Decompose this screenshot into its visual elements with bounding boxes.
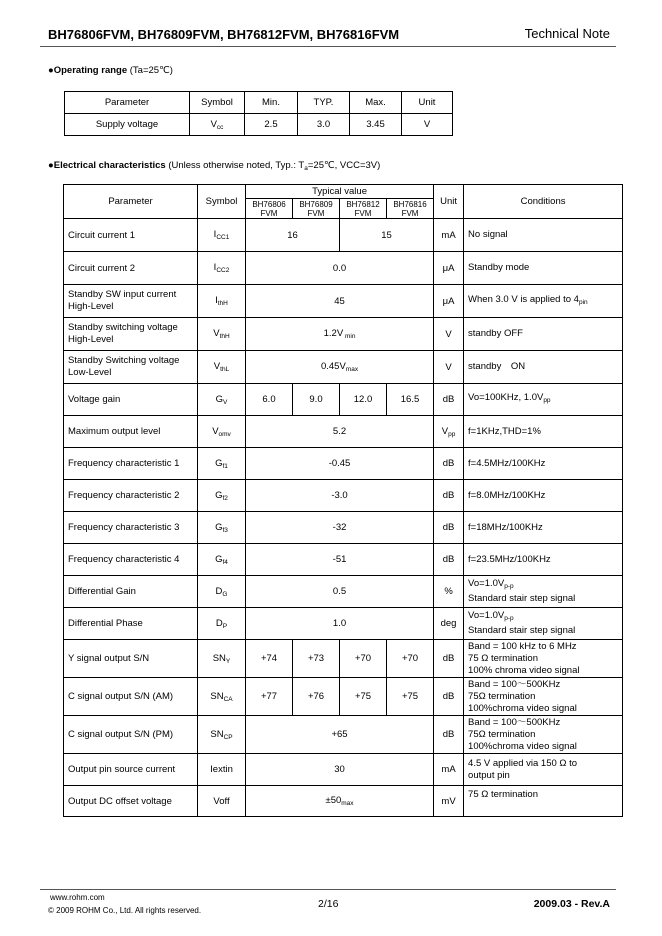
table-row	[64, 576, 623, 608]
unit-cell: dB	[434, 678, 464, 716]
table-header-row	[65, 92, 453, 114]
unit-cell: mV	[434, 786, 464, 817]
unit-cell: dB	[434, 384, 464, 416]
symbol-cell: $G_{f1}$	[198, 448, 246, 480]
operating-range-table	[64, 91, 453, 136]
value-cell: +74	[246, 640, 293, 678]
unit-cell: dB	[434, 448, 464, 480]
value-cell: -51	[246, 544, 434, 576]
parameter-cell: C signal output S/N (AM)	[64, 678, 198, 716]
condition-cell: f=8.0MHz/100KHz	[464, 480, 623, 512]
symbol-cell: $V_{omv}$	[198, 416, 246, 448]
table-row	[64, 416, 623, 448]
symbol-cell: $I_{thH}$	[198, 285, 246, 318]
value-cell: 6.0	[246, 384, 293, 416]
symbol-cell: $G_{f2}$	[198, 480, 246, 512]
table-row	[64, 716, 623, 754]
condition-cell: Band = 100～500KHz 75Ω termination 100%chroma video signal	[464, 716, 623, 754]
parameter-cell: Standby switching voltage High-Level	[64, 318, 198, 351]
condition-cell: f=1KHz,THD=1%	[464, 416, 623, 448]
unit-cell: μA	[434, 285, 464, 318]
value-cell: +76	[293, 678, 340, 716]
column-header: Min.	[245, 92, 298, 114]
parameter-cell: Circuit current 1	[64, 219, 198, 252]
symbol-cell: $I_{CC1}$	[198, 219, 246, 252]
condition-cell: f=23.5MHz/100KHz	[464, 544, 623, 576]
column-header: Unit	[402, 92, 453, 114]
symbol-cell: $G_{f3}$	[198, 512, 246, 544]
condition-cell: Band = 100 kHz to 6 MHz 75 Ω termination 100% chroma video signal	[464, 640, 623, 678]
parameter-cell: Standby Switching voltage Low-Level	[64, 351, 198, 384]
value-cell: 0.0	[246, 252, 434, 285]
parameter-cell: Frequency characteristic 4	[64, 544, 198, 576]
value-cell: 9.0	[293, 384, 340, 416]
value-cell: 30	[246, 754, 434, 786]
condition-cell: $Vo=1.0V_{p-p}$ Standard stair step signal	[464, 608, 623, 640]
condition-cell: 4.5 V applied via 150 Ω to output pin	[464, 754, 623, 786]
value-cell: +65	[246, 716, 434, 754]
symbol-cell: $V_{thL}$	[198, 351, 246, 384]
value-cell: $\pm 50_{max}$	[246, 786, 434, 817]
condition-cell: f=18MHz/100KHz	[464, 512, 623, 544]
revision-label: 2009.03 - Rev.A	[533, 898, 610, 910]
table-row	[64, 512, 623, 544]
table-row	[64, 384, 623, 416]
table-row	[64, 678, 623, 716]
column-header: Typical value	[246, 185, 434, 199]
table-row	[64, 285, 623, 318]
unit-cell: V	[434, 318, 464, 351]
table-row	[64, 252, 623, 285]
parameter-cell: Frequency characteristic 3	[64, 512, 198, 544]
electrical-characteristics-table	[63, 184, 623, 817]
condition-cell: Standby mode	[464, 252, 623, 285]
condition-cell: f=4.5MHz/100KHz	[464, 448, 623, 480]
table-row	[64, 318, 623, 351]
symbol-cell: $V_{cc}$	[190, 114, 245, 136]
footer-url[interactable]: www.rohm.com	[50, 893, 105, 902]
value-cell: 12.0	[340, 384, 387, 416]
value-cell: 45	[246, 285, 434, 318]
document-title: BH76806FVM, BH76809FVM, BH76812FVM, BH76816FVM	[48, 27, 400, 42]
condition-cell: No signal	[464, 219, 623, 252]
table-row	[64, 351, 623, 384]
column-header: Conditions	[464, 185, 623, 219]
column-header: TYP.	[298, 92, 350, 114]
model-header: BH76809 FVM	[293, 199, 340, 219]
unit-cell: mA	[434, 754, 464, 786]
condition-cell: Band = 100～500KHz 75Ω termination 100%chroma video signal	[464, 678, 623, 716]
unit-cell: %	[434, 576, 464, 608]
column-header: Symbol	[198, 185, 246, 219]
table-row	[64, 754, 623, 786]
parameter-cell: Output DC offset voltage	[64, 786, 198, 817]
table-row	[64, 448, 623, 480]
column-header: Parameter	[65, 92, 190, 114]
symbol-cell: $G_{f4}$	[198, 544, 246, 576]
symbol-cell: Voff	[198, 786, 246, 817]
condition-cell: When 3.0 V is applied to $4_{pin}$	[464, 285, 623, 318]
parameter-cell: Output pin source current	[64, 754, 198, 786]
symbol-cell: $D_G$	[198, 576, 246, 608]
table-header-row	[64, 185, 623, 199]
parameter-cell: Frequency characteristic 1	[64, 448, 198, 480]
table-row	[65, 114, 453, 136]
table-row	[64, 219, 623, 252]
value-cell: $0.45V_{max}$	[246, 351, 434, 384]
symbol-cell: $SN_Y$	[198, 640, 246, 678]
table-row	[64, 786, 623, 817]
value-cell: +75	[340, 678, 387, 716]
value-cell: -32	[246, 512, 434, 544]
electrical-characteristics-heading: ●Electrical characteristics (Unless otherwise noted, Typ.: $T_a=25℃$, VCC=3V)	[48, 160, 381, 172]
technical-note-label: Technical Note	[524, 26, 610, 41]
value-cell: 16	[246, 219, 340, 252]
unit-cell: dB	[434, 480, 464, 512]
parameter-cell: Supply voltage	[65, 114, 190, 136]
model-header: BH76806 FVM	[246, 199, 293, 219]
unit-cell: dB	[434, 716, 464, 754]
value-cell: +73	[293, 640, 340, 678]
page-number: 2/16	[318, 898, 339, 910]
unit-cell: deg	[434, 608, 464, 640]
symbol-cell: $I_{CC2}$	[198, 252, 246, 285]
value-cell: 0.5	[246, 576, 434, 608]
condition-cell: $Vo=1.0V_{p-p}$ Standard stair step signal	[464, 576, 623, 608]
value-cell: +75	[387, 678, 434, 716]
table-row	[64, 608, 623, 640]
table-row	[64, 544, 623, 576]
unit-cell: $V_{pp}$	[434, 416, 464, 448]
value-cell: -3.0	[246, 480, 434, 512]
column-header: Parameter	[64, 185, 198, 219]
condition-cell: standby ON	[464, 351, 623, 384]
unit-cell: V	[434, 351, 464, 384]
value-cell: 1.2V $_{min}$	[246, 318, 434, 351]
parameter-cell: Maximum output level	[64, 416, 198, 448]
parameter-cell: Differential Gain	[64, 576, 198, 608]
value-cell: 1.0	[246, 608, 434, 640]
parameter-cell: C signal output S/N (PM)	[64, 716, 198, 754]
value-cell: +70	[340, 640, 387, 678]
parameter-cell: Y signal output S/N	[64, 640, 198, 678]
column-header: Unit	[434, 185, 464, 219]
min-cell: 2.5	[245, 114, 298, 136]
typ-cell: 3.0	[298, 114, 350, 136]
value-cell: +77	[246, 678, 293, 716]
column-header: Symbol	[190, 92, 245, 114]
operating-range-heading: ●Operating range (Ta=25℃)	[48, 65, 173, 76]
parameter-cell: Frequency characteristic 2	[64, 480, 198, 512]
footer-divider	[40, 889, 616, 890]
value-cell: -0.45	[246, 448, 434, 480]
value-cell: 16.5	[387, 384, 434, 416]
parameter-cell: Voltage gain	[64, 384, 198, 416]
max-cell: 3.45	[350, 114, 402, 136]
value-cell: +70	[387, 640, 434, 678]
footer-copyright: © 2009 ROHM Co., Ltd. All rights reserved.	[48, 906, 202, 915]
condition-cell: standby OFF	[464, 318, 623, 351]
header-divider	[40, 46, 616, 47]
symbol-cell: $G_V$	[198, 384, 246, 416]
unit-cell: dB	[434, 544, 464, 576]
column-header: Max.	[350, 92, 402, 114]
value-cell: 5.2	[246, 416, 434, 448]
unit-cell: V	[402, 114, 453, 136]
value-cell: 15	[340, 219, 434, 252]
symbol-cell: $V_{thH}$	[198, 318, 246, 351]
model-header: BH76816 FVM	[387, 199, 434, 219]
table-row	[64, 480, 623, 512]
unit-cell: dB	[434, 640, 464, 678]
symbol-cell: $D_P$	[198, 608, 246, 640]
parameter-cell: Circuit current 2	[64, 252, 198, 285]
condition-cell: Vo=100KHz, $1.0V_{pp}$	[464, 384, 623, 416]
parameter-cell: Standby SW input current High-Level	[64, 285, 198, 318]
parameter-cell: Differential Phase	[64, 608, 198, 640]
condition-cell: 75 Ω termination	[464, 786, 623, 817]
table-row	[64, 640, 623, 678]
unit-cell: dB	[434, 512, 464, 544]
model-header: BH76812 FVM	[340, 199, 387, 219]
symbol-cell: $SN_{CA}$	[198, 678, 246, 716]
unit-cell: μA	[434, 252, 464, 285]
unit-cell: mA	[434, 219, 464, 252]
symbol-cell: $SN_{CP}$	[198, 716, 246, 754]
symbol-cell: Iextin	[198, 754, 246, 786]
